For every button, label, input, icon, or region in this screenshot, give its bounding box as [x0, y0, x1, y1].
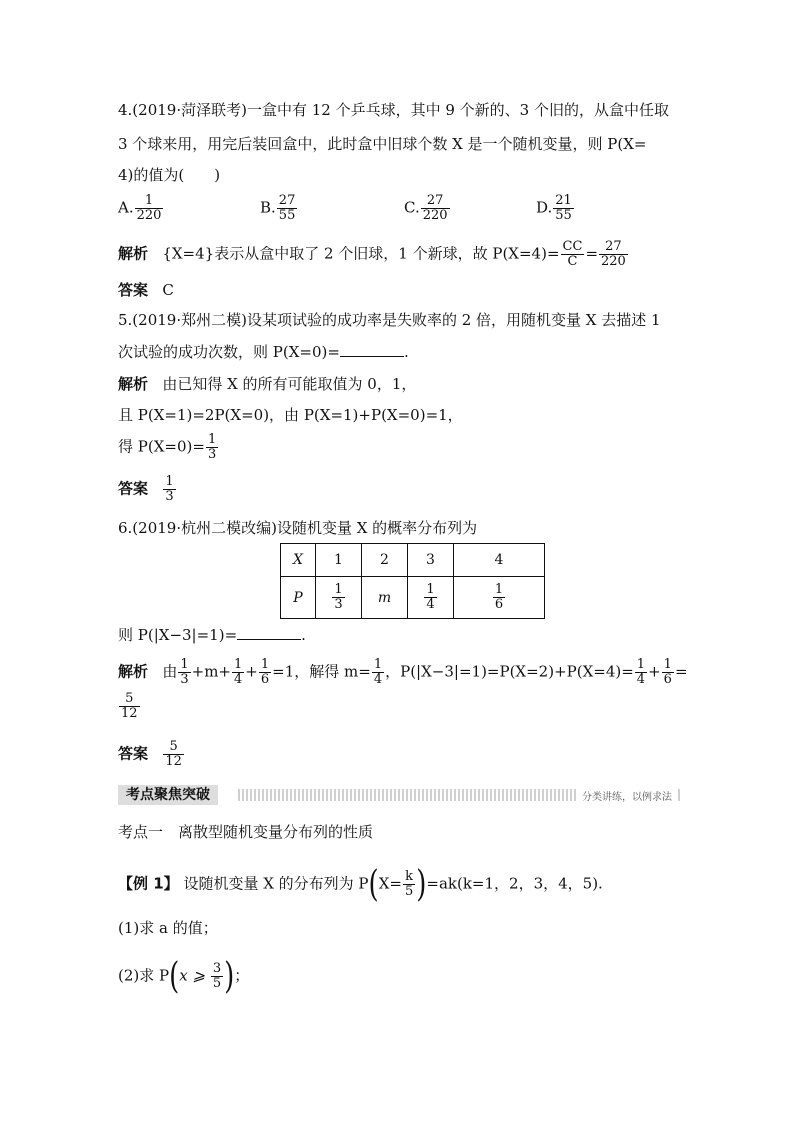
numerator: 3 [212, 961, 222, 976]
denominator: 12 [165, 754, 182, 769]
answer-blank [237, 625, 301, 640]
denominator: 55 [278, 208, 296, 223]
numerator: 1 [260, 657, 270, 672]
cell-fraction [424, 583, 436, 612]
numerator: 1 [165, 474, 174, 489]
denominator: 3 [180, 672, 189, 687]
denominator: 220 [136, 208, 162, 223]
denominator: 220 [422, 208, 448, 223]
period: . [403, 343, 409, 361]
analysis-label: 解析 [118, 662, 149, 681]
right-paren: ) [416, 863, 427, 906]
section-banner [118, 785, 680, 805]
q5-line2 [118, 342, 409, 362]
analysis-fraction-1 [561, 240, 585, 269]
numerator: 5 [169, 739, 178, 754]
q5-analysis [118, 374, 416, 394]
analysis-text: 由 [162, 662, 178, 681]
analysis-text: ，P(|X−3|=1)=P(X=2)+P(X=4)= [385, 662, 634, 681]
denominator: 3 [165, 489, 174, 504]
option-label: A. [118, 198, 134, 217]
numerator: 1 [180, 657, 189, 672]
q5-line1: 5.(2019·郑州二模)设某项试验的成功率是失败率的 2 倍，用随机变量 X 去描述 1 [118, 311, 661, 329]
part2-x: x ⩾ [179, 966, 210, 985]
answer-fraction [163, 740, 184, 769]
denominator: 220 [601, 254, 626, 269]
period: . [301, 626, 306, 644]
analysis-label: 解析 [118, 375, 149, 393]
numerator: 1 [373, 657, 383, 672]
table-cell: P [281, 577, 316, 619]
numerator: 1 [144, 193, 154, 208]
denominator: 4 [426, 597, 435, 612]
part-2 [118, 955, 250, 998]
denominator: 3 [207, 447, 217, 462]
part-1: (1)求 a 的值； [118, 919, 218, 937]
example-rest: =ak(k=1，2，3，4，5). [426, 874, 603, 893]
denominator: 4 [636, 672, 646, 687]
answer-label: 答案 [118, 744, 149, 763]
table-cell [408, 577, 454, 619]
denominator: 6 [663, 672, 672, 687]
q6-line2 [118, 625, 306, 645]
denominator: 4 [373, 672, 383, 687]
table-cell: X [281, 544, 316, 577]
q4-answer [118, 280, 174, 300]
analysis-fraction [259, 658, 271, 687]
cell-fraction [493, 583, 505, 612]
example-fraction [403, 870, 415, 899]
analysis-fraction [635, 658, 647, 687]
option-fraction [277, 194, 298, 223]
banner-subtitle: 分类讲练，以例求法 [578, 788, 676, 803]
part2-end: ； [234, 966, 250, 985]
q5-answer [118, 475, 177, 504]
numerator: k [405, 869, 414, 884]
table-row [281, 544, 545, 577]
example-1 [118, 863, 603, 906]
denominator: 3 [334, 597, 343, 612]
denominator: 5 [212, 976, 222, 991]
option-label: D. [536, 198, 553, 217]
numerator: 21 [555, 193, 572, 208]
denominator: 5 [404, 884, 414, 899]
option-fraction [553, 194, 574, 223]
analysis-fraction [232, 658, 244, 687]
analysis-text: +m+ [191, 662, 231, 681]
q5-analysis-line-b: 且 P(X=1)=2P(X=0)，由 P(X=1)+P(X=0)=1， [118, 406, 463, 424]
analysis-text: {X=4}表示从盒中取了 2 个旧球，1 个新球，故 P(X=4)= [162, 244, 560, 263]
left-paren: ( [368, 863, 379, 906]
equals-sign: = [585, 244, 599, 263]
plus-sign: + [245, 662, 258, 681]
result-fraction [206, 433, 218, 462]
line-c-text: 得 P(X=0)= [118, 437, 205, 456]
q4-option-c [404, 194, 451, 223]
distribution-table [280, 543, 545, 619]
table-cell: 2 [362, 544, 408, 577]
banner-title: 考点聚焦突破 [118, 785, 218, 805]
numerator: 1 [636, 657, 646, 672]
equals-sign: = [674, 662, 688, 681]
part2-fraction [211, 962, 223, 991]
denominator: 12 [121, 706, 138, 721]
analysis-text: =1，解得 m= [272, 662, 371, 681]
analysis-fraction [372, 658, 384, 687]
denominator: C [561, 254, 585, 269]
part2-text: (2)求 P [118, 966, 170, 985]
result-fraction [119, 692, 140, 721]
analysis-fraction [662, 658, 674, 687]
denominator: 55 [555, 208, 572, 223]
answer-blank [340, 342, 404, 357]
numerator: 1 [663, 657, 672, 672]
answer-value: C [162, 281, 174, 299]
analysis-text: 由已知得 X 的所有可能取值为 0，1， [162, 375, 417, 393]
q6-line2-text: 则 P(|X−3|=1)= [118, 626, 238, 644]
q6-line1: 6.(2019·杭州二模改编)设随机变量 X 的概率分布列为 [118, 519, 478, 537]
denominator: 6 [260, 672, 270, 687]
q4-line2: 3 个球来用，用完后装回盒中，此时盒中旧球个数 X 是一个随机变量，则 P(X= [118, 135, 647, 153]
cell-fraction [332, 583, 344, 612]
q4-option-d [536, 194, 575, 223]
q6-analysis-result [118, 692, 141, 721]
q4-line3: 4)的值为( ) [118, 166, 221, 184]
q4-option-b [260, 194, 298, 223]
option-fraction [421, 194, 450, 223]
numerator: 1 [494, 582, 504, 597]
analysis-fraction [178, 658, 190, 687]
denominator: 6 [494, 597, 504, 612]
option-label: C. [404, 198, 420, 217]
option-label: B. [260, 198, 276, 217]
numerator: 27 [605, 239, 622, 254]
numerator: 1 [426, 582, 435, 597]
numerator: 5 [125, 691, 134, 706]
numerator: 27 [278, 193, 296, 208]
table-cell: m [362, 577, 408, 619]
table-cell: 3 [408, 544, 454, 577]
q4-line1: 4.(2019·菏泽联考)一盒中有 12 个乒乓球，其中 9 个新的、3 个旧的，从盒中任取 [118, 101, 669, 119]
q5-line2-text: 次试验的成功次数，则 P(X=0)= [118, 343, 340, 361]
table-row [281, 577, 545, 619]
left-paren: ( [169, 955, 180, 998]
plus-sign: + [648, 662, 661, 681]
numerator: 1 [234, 657, 243, 672]
example-label: 【例 1】 [118, 874, 179, 893]
numerator: CC [562, 239, 583, 254]
answer-fraction [163, 475, 175, 504]
analysis-fraction-2 [599, 240, 628, 269]
right-paren: ) [224, 955, 235, 998]
analysis-label: 解析 [118, 244, 149, 263]
table-cell [454, 577, 545, 619]
table-cell: 1 [316, 544, 362, 577]
q6-answer [118, 740, 185, 769]
section-heading: 考点一 离散型随机变量分布列的性质 [118, 823, 374, 841]
answer-label: 答案 [118, 281, 149, 299]
table-cell [316, 577, 362, 619]
q4-option-a [118, 194, 164, 223]
example-text: 设随机变量 X 的分布列为 P [183, 874, 369, 893]
q6-analysis [118, 658, 688, 687]
option-fraction [135, 194, 164, 223]
denominator: 4 [234, 672, 243, 687]
q4-analysis [118, 240, 629, 269]
answer-label: 答案 [118, 479, 149, 498]
numerator: 1 [334, 582, 343, 597]
numerator: 1 [207, 432, 217, 447]
table-cell: 4 [454, 544, 545, 577]
example-x: X= [378, 874, 402, 893]
numerator: 27 [426, 193, 444, 208]
q5-analysis-line-c [118, 433, 219, 462]
